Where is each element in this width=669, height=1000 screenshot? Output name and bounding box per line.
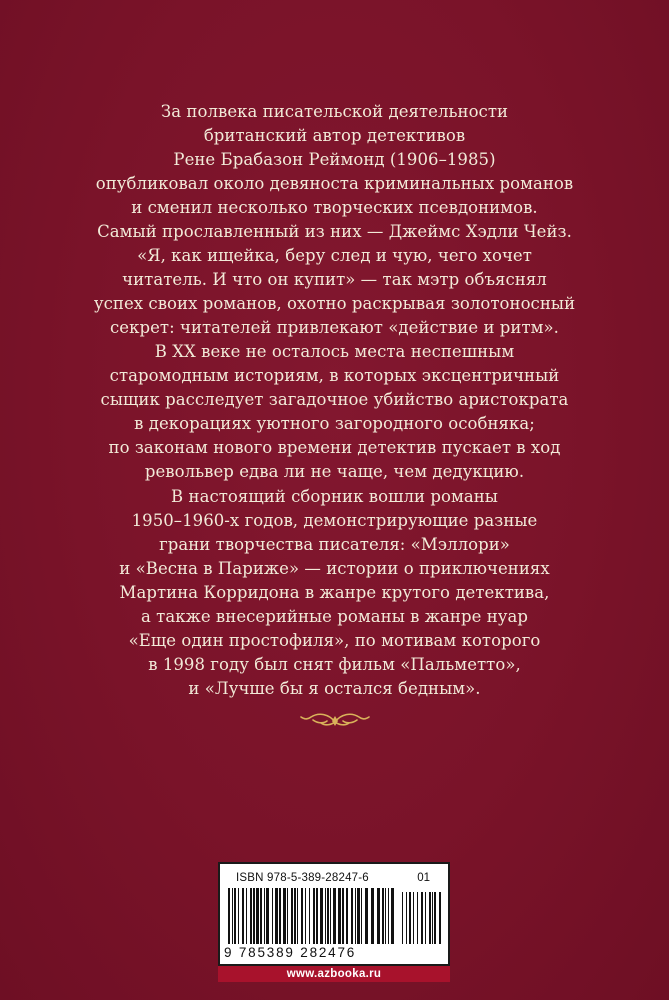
barcode-bar: [275, 888, 278, 944]
publisher-website-strip: [218, 966, 450, 982]
barcode-bar: [346, 888, 348, 944]
barcode-addon-bar: [439, 892, 441, 944]
description-paragraph-1: [0, 100, 669, 484]
barcode-bar: [228, 888, 230, 944]
barcode-bar: [333, 888, 336, 944]
text-line: Рене Брабазон Реймонд (1906–1985): [173, 150, 496, 169]
barcode-bar: [253, 888, 255, 944]
barcode-addon-code: 01: [417, 872, 430, 884]
text-line: В XX веке не осталось места неспешным: [154, 342, 515, 361]
barcode-bar: [365, 888, 368, 944]
barcode-bar: [327, 888, 329, 944]
barcode-bar: [287, 888, 288, 944]
text-line: За полвека писательской деятельности: [160, 102, 509, 121]
text-line: в 1998 году был снят фильм «Пальметто»,: [148, 655, 521, 674]
barcode-bar: [301, 888, 303, 944]
barcode-bar: [297, 888, 298, 944]
text-line: а также внесерийные романы в жанре нуар: [140, 607, 529, 626]
barcode-bar: [355, 888, 356, 944]
text-line: «Я, как ищейка, беру след и чую, чего хочет: [137, 246, 532, 265]
barcode-bar: [266, 888, 269, 944]
barcode-bar: [279, 888, 281, 944]
barcode-bar: [325, 888, 326, 944]
text-line: успех своих романов, охотно раскрывая золотоносный: [93, 294, 576, 313]
barcode-bar: [320, 888, 323, 944]
barcode-bar: [232, 888, 233, 944]
barcode-bar: [309, 888, 310, 944]
text-line: сыщик расследует загадочное убийство аристократа: [100, 390, 569, 409]
text-line: грани творчества писателя: «Мэллори»: [159, 535, 510, 554]
barcode-bar: [313, 888, 315, 944]
barcode-addon-bar: [434, 892, 436, 944]
text-line: и сменил несколько творческих псевдонимов.: [131, 198, 538, 217]
barcode-bar: [351, 888, 353, 944]
barcode-addon-bar: [432, 892, 433, 944]
text-line: секрет: читателей привлекают «действие и ритм».: [110, 318, 559, 337]
barcode-bar: [305, 888, 306, 944]
isbn-barcode: [218, 862, 450, 966]
scroll-ornament-icon: [299, 708, 371, 730]
barcode-bar: [342, 888, 344, 944]
barcode-addon-bar: [421, 892, 423, 944]
barcode-bar: [283, 888, 286, 944]
barcode-bar: [291, 888, 293, 944]
text-line: по законам нового времени детектив пускает в ход: [108, 438, 561, 457]
barcode-bar: [330, 888, 331, 944]
text-line: В настоящий сборник вошли романы: [171, 487, 498, 506]
barcode-bar: [357, 888, 360, 944]
text-line: револьвер едва ли не чаще, чем дедукцию.: [144, 462, 525, 481]
barcode-bar: [250, 888, 252, 944]
barcode-addon-bar: [402, 892, 403, 944]
barcode-addon-bar: [413, 892, 414, 944]
text-line: в декорациях уютного загородного особняка;: [134, 414, 535, 433]
text-line: и «Весна в Париже» — истории о приключениях: [119, 559, 550, 578]
text-line: Мартина Корридона в жанре крутого детектива,: [119, 583, 550, 602]
barcode-addon-bar: [417, 892, 418, 944]
barcode-bar: [234, 888, 236, 944]
barcode-bar: [260, 888, 262, 944]
publisher-website: www.azbooka.ru: [286, 968, 382, 980]
text-line: британский автор детективов: [203, 126, 466, 145]
text-line: старомодным историям, в которых эксцентричный: [109, 366, 560, 385]
text-line: опубликовал около девяноста криминальных романов: [95, 174, 574, 193]
barcode-bar: [382, 888, 384, 944]
barcode-bar: [256, 888, 259, 944]
text-line: и «Лучше бы я остался бедным».: [188, 679, 481, 698]
barcode-bar: [377, 888, 380, 944]
barcode-bar: [338, 888, 341, 944]
barcode-bar: [238, 888, 239, 944]
barcode-addon-bar: [429, 892, 431, 944]
barcode-bar: [361, 888, 362, 944]
barcode-bar: [371, 888, 374, 944]
barcode-bar: [388, 888, 389, 944]
barcode-bar: [391, 888, 394, 944]
barcode-addon-bar: [406, 892, 407, 944]
isbn-text: ISBN 978-5-389-28247-6: [236, 872, 369, 884]
barcode-addon-bar: [409, 892, 411, 944]
barcode-bar: [385, 888, 386, 944]
text-line: «Еще один простофиля», по мотивам которого: [128, 631, 541, 650]
barcode-bar: [246, 888, 247, 944]
text-line: Самый прославленный из них — Джеймс Хэдли Чейз.: [97, 222, 572, 241]
barcode-bar: [272, 888, 273, 944]
barcode-bar: [242, 888, 244, 944]
barcode-addon-bar: [425, 892, 426, 944]
barcode-bar: [294, 888, 296, 944]
text-line: читатель. И что он купит» — так мэтр объяснял: [122, 270, 547, 289]
description-paragraph-2: [0, 485, 669, 701]
barcode-bar: [264, 888, 265, 944]
barcode-bars: [226, 888, 444, 944]
text-line: 1950–1960-х годов, демонстрирующие разные: [131, 511, 538, 530]
barcode-digits: 9 785389 282476: [224, 945, 357, 960]
barcode-bar: [316, 888, 318, 944]
